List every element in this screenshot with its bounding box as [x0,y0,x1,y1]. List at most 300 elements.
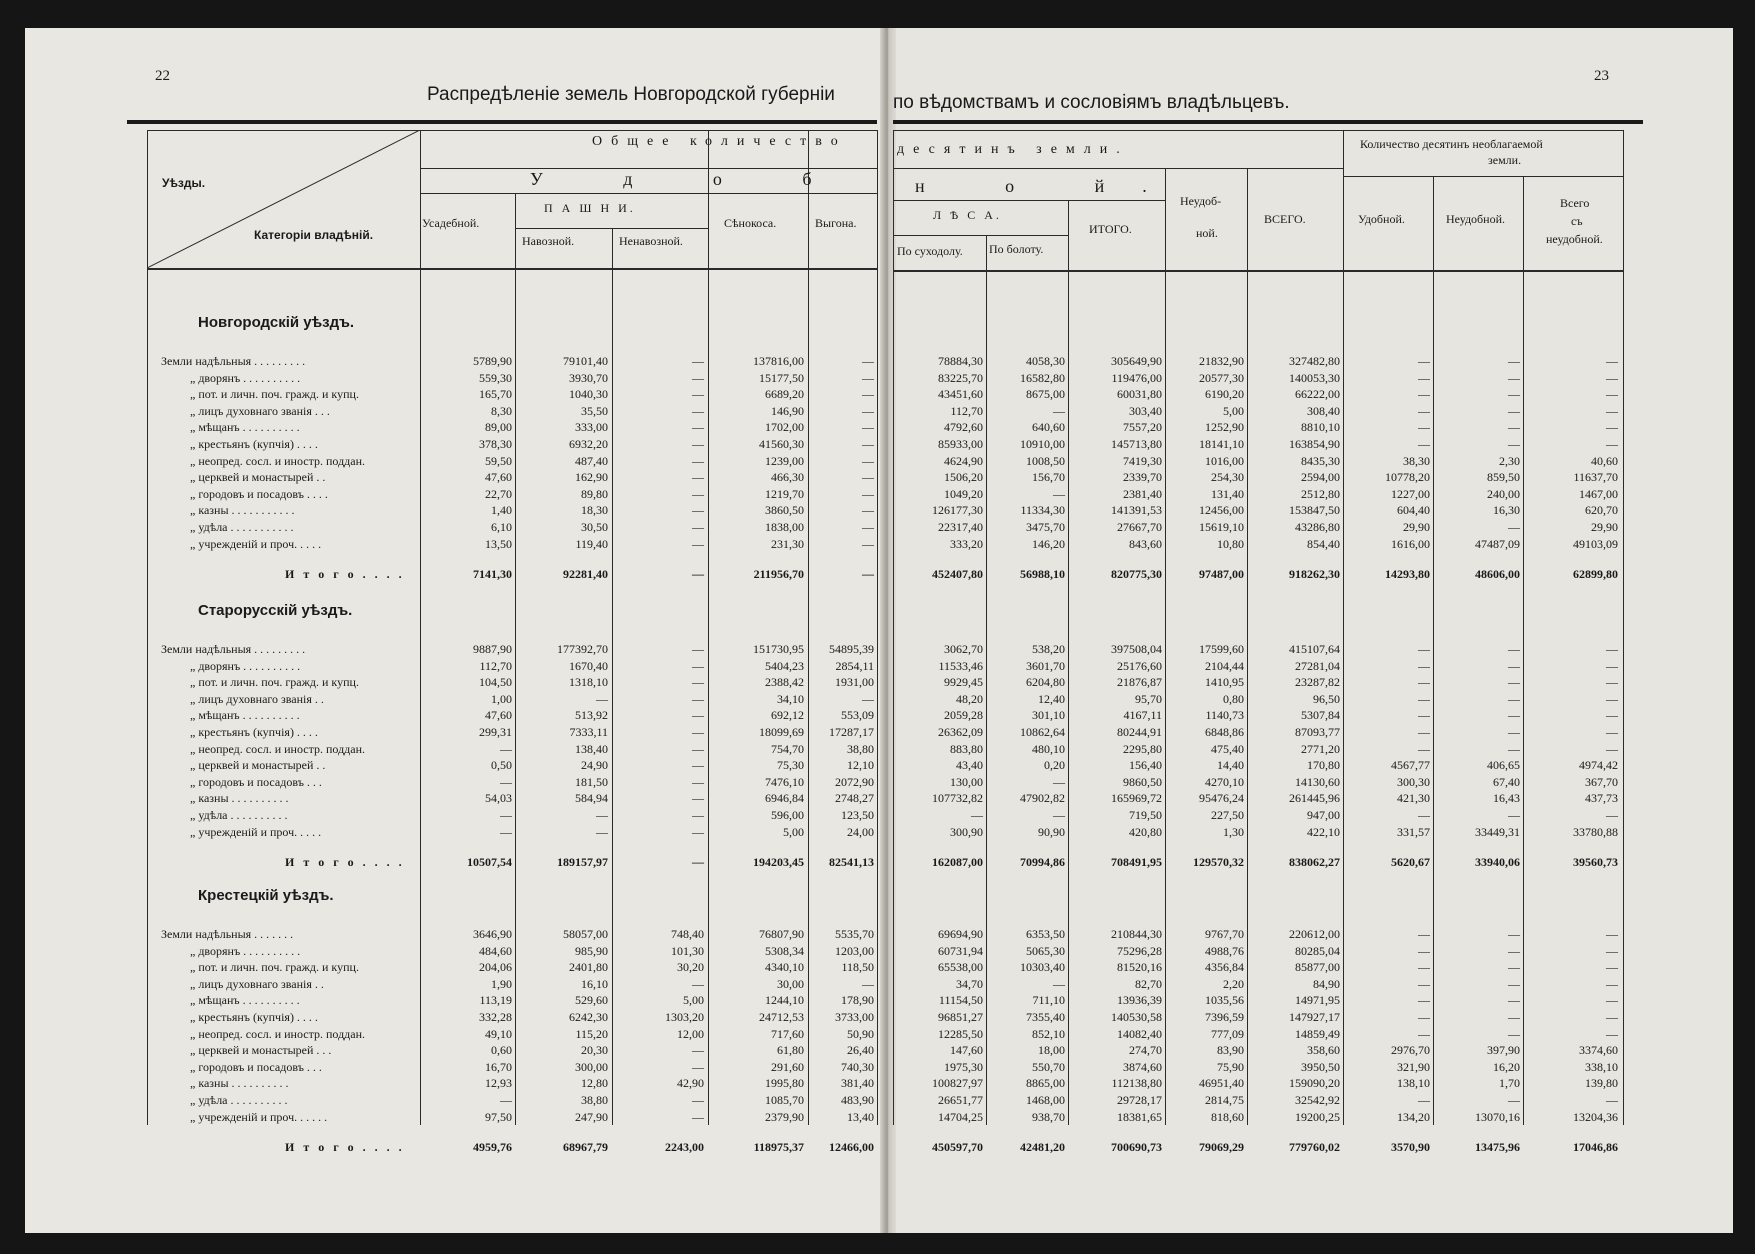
table-cell: 1,00 [491,691,512,706]
header-vsego-s-1: Всего [1560,196,1590,210]
row-label: „ лицъ духовнаго званія . . . [190,403,330,418]
header-neudobnoy-1: Неудоб- [1180,194,1222,208]
table-cell: 33449,31 [1475,824,1520,839]
table-cell: — [1418,370,1430,385]
table-cell: 397508,04 [1111,642,1162,656]
table-cell: 130,00 [950,774,983,789]
table-cell: — [692,354,704,368]
table-cell: — [1606,976,1618,991]
table-cell: 1410,95 [1205,675,1244,690]
column-line-left-2 [515,193,516,1125]
total-cell: — [862,567,874,582]
table-cell: — [862,976,874,991]
table-top-line-right [893,130,1623,131]
table-cell: 80244,91 [1117,725,1162,739]
table-cell: 83225,70 [938,370,983,385]
table-cell: 947,00 [1307,808,1340,822]
table-cell: 5404,23 [765,658,804,673]
table-cell: 38,80 [581,1093,608,1107]
table-cell: 843,60 [1129,536,1162,551]
column-line-left-6 [877,130,878,1125]
table-cell: 12,93 [485,1076,512,1091]
table-cell: 2,30 [1499,453,1520,468]
table-cell: 69694,90 [938,927,983,941]
table-cell: — [1418,708,1430,723]
header-udob-right: н о й. [915,176,1185,196]
table-cell: 156,70 [1032,470,1065,485]
table-cell: — [692,420,704,435]
table-cell: 17287,17 [829,725,874,739]
table-cell: — [1508,808,1520,822]
table-cell: 13936,39 [1117,993,1162,1008]
table-cell: 538,20 [1032,642,1065,656]
table-cell: 43451,60 [938,387,983,402]
total-cell: 2243,00 [665,1140,704,1155]
row-label: „ дворянъ . . . . . . . . . . [190,370,301,385]
table-cell: 9767,70 [1205,927,1244,941]
table-cell: 1616,00 [1391,536,1430,551]
table-cell: 137816,00 [753,354,804,368]
table-cell: — [1606,1026,1618,1041]
table-cell: — [692,503,704,518]
table-cell: — [1606,437,1618,451]
table-cell: 54,03 [485,791,512,806]
table-cell: 165969,72 [1111,791,1162,806]
table-cell: 4270,10 [1205,774,1244,789]
table-cell: — [1508,927,1520,941]
table-cell: 2295,80 [1123,741,1162,756]
table-cell: — [862,387,874,402]
table-cell: 170,80 [1307,758,1340,773]
table-cell: 303,40 [1129,403,1162,418]
row-label: Земли надѣльныя . . . . . . . . . [161,354,306,368]
table-cell: 60031,80 [1117,387,1162,402]
table-cell: 381,40 [841,1076,874,1091]
table-cell: 8675,00 [1026,387,1065,402]
table-cell: 83,90 [1217,1043,1244,1058]
row-label: „ мѣщанъ . . . . . . . . . . [190,993,300,1008]
total-cell: 189157,97 [557,855,608,870]
table-cell: 406,65 [1487,758,1520,773]
row-label: „ неопред. сосл. и иностр. поддан. [190,741,366,756]
table-cell: 146,90 [771,403,804,418]
table-cell: — [1508,420,1520,435]
header-vsego-s-3: неудобной. [1546,232,1603,246]
table-cell: 113,19 [479,993,512,1008]
column-line-right-0 [893,130,894,1125]
table-cell: 331,57 [1397,824,1430,839]
table-cell: — [862,354,874,368]
column-line-left-0 [147,130,148,1125]
table-cell: 13,50 [485,536,512,551]
table-cell: — [1053,774,1065,789]
table-cell: 274,70 [1129,1043,1162,1058]
table-cell: — [1508,642,1520,656]
table-cell: — [1508,960,1520,975]
table-cell: 87093,77 [1295,725,1340,739]
table-cell: 26651,77 [938,1093,983,1107]
table-cell: 1467,00 [1579,486,1618,501]
table-cell: — [1606,1093,1618,1107]
table-cell: 1670,40 [569,658,608,673]
table-cell: 47902,82 [1020,791,1065,806]
table-cell: 123,50 [841,808,874,822]
table-cell: — [1508,370,1520,385]
section-title: Крестецкій уѣздъ. [198,887,334,904]
table-cell: — [1606,675,1618,690]
table-cell: 7396,59 [1205,1010,1244,1024]
table-cell: 54895,39 [829,642,874,656]
table-cell: — [1418,1010,1430,1024]
table-cell: 5,00 [1223,403,1244,418]
table-cell: 6,10 [491,520,512,534]
row-label: „ пот. и личн. поч. гражд. и купц. [190,675,359,690]
table-cell: 640,60 [1032,420,1065,435]
table-cell: 89,00 [485,420,512,435]
table-cell: — [1418,943,1430,958]
table-cell: — [862,503,874,518]
total-cell: — [692,567,704,582]
table-cell: 754,70 [771,741,804,756]
table-cell: 97,50 [485,1109,512,1124]
table-cell: — [1508,976,1520,991]
table-cell: 21876,87 [1117,675,1162,690]
table-cell: 60731,94 [938,943,983,958]
table-cell: — [692,1093,704,1107]
table-cell: 7557,20 [1123,420,1162,435]
table-cell: 11154,50 [938,993,983,1008]
table-cell: 332,28 [479,1010,512,1024]
table-cell: — [692,370,704,385]
table-cell: 985,90 [575,943,608,958]
table-cell: — [1418,675,1430,690]
table-cell: 134,20 [1397,1109,1430,1124]
table-cell: 748,40 [671,927,704,941]
row-label: „ церквей и монастырей . . [190,758,326,773]
page-number-left: 22 [155,68,170,84]
table-cell: 96,50 [1313,691,1340,706]
table-cell: 12285,50 [938,1026,983,1041]
total-cell: 68967,79 [563,1140,608,1155]
table-cell: 20,30 [581,1043,608,1058]
table-cell: 378,30 [479,437,512,451]
row-label: „ городовъ и посадовъ . . . . [190,486,328,501]
total-cell: 14293,80 [1385,567,1430,582]
table-cell: — [1053,976,1065,991]
table-cell: 2379,90 [765,1109,804,1124]
table-cell: 27667,70 [1117,520,1162,534]
table-cell: — [1508,354,1520,368]
table-cell: 145713,80 [1111,437,1162,451]
table-cell: 308,40 [1307,403,1340,418]
table-cell: 14704,25 [938,1109,983,1124]
total-cell: 3570,90 [1391,1140,1430,1155]
header-vsego-s-2: съ [1571,214,1583,228]
total-cell: 97487,00 [1199,567,1244,582]
column-line-right-7 [1523,176,1524,1125]
table-cell: — [1508,437,1520,451]
table-cell: — [692,403,704,418]
table-cell: 78884,30 [938,354,983,368]
table-cell: 10303,40 [1020,960,1065,975]
table-cell: — [971,808,983,822]
table-cell: 41560,30 [759,437,804,451]
table-cell: — [1418,993,1430,1008]
table-cell: 2,20 [1223,976,1244,991]
total-cell: 56988,10 [1020,567,1065,582]
table-cell: 49,10 [485,1026,512,1041]
table-cell: 3950,50 [1301,1059,1340,1074]
row-label: Земли надѣльныя . . . . . . . [161,927,294,941]
table-cell: 604,40 [1397,503,1430,518]
table-cell: — [1508,403,1520,418]
table-cell: — [692,1043,704,1058]
table-cell: 7476,10 [765,774,804,789]
table-cell: — [692,1109,704,1124]
table-cell: 2104,44 [1205,658,1244,673]
table-cell: — [1418,642,1430,656]
row-label: Земли надѣльныя . . . . . . . . . [161,642,306,656]
table-cell: 10778,20 [1385,470,1430,485]
table-cell: — [1508,993,1520,1008]
table-cell: — [1508,708,1520,723]
table-cell: 2594,00 [1301,470,1340,485]
table-cell: — [692,470,704,485]
table-cell: 24,00 [847,824,874,839]
table-cell: 3860,50 [765,503,804,518]
row-label: „ удѣла . . . . . . . . . . [190,1093,288,1107]
table-cell: 24712,53 [759,1010,804,1024]
table-cell: — [692,791,704,806]
column-line-left-1 [420,130,421,1125]
table-cell: 58057,00 [563,927,608,941]
table-cell: 1244,10 [765,993,804,1008]
table-cell: — [1508,1026,1520,1041]
total-cell: 13475,96 [1475,1140,1520,1155]
table-cell: 299,31 [479,725,512,739]
table-cell: 14082,40 [1117,1026,1162,1041]
table-cell: — [1606,658,1618,673]
table-cell: 140053,30 [1289,370,1340,385]
row-label: „ крестьянъ (купчія) . . . . [190,1010,318,1024]
table-cell: 220612,00 [1289,927,1340,941]
table-cell: 421,30 [1397,791,1430,806]
header-bottom-line-right [893,270,1623,272]
table-cell: 3646,90 [473,927,512,941]
table-cell: 32542,92 [1295,1093,1340,1107]
table-cell: 43,40 [956,758,983,773]
table-cell: 15619,10 [1199,520,1244,534]
column-line-left-5 [808,130,809,1125]
table-cell: 8865,00 [1026,1076,1065,1091]
table-cell: 11334,30 [1020,503,1065,518]
table-cell: 4567,77 [1391,758,1430,773]
table-cell: 9929,45 [944,675,983,690]
table-cell: 75296,28 [1117,943,1162,958]
table-cell: — [1418,960,1430,975]
table-cell: 34,10 [777,691,804,706]
table-cell: 1931,00 [835,675,874,690]
table-cell: — [692,387,704,402]
page-title-right: по вѣдомствамъ и сословіямъ владѣльцевъ. [893,92,1290,113]
table-cell: 181,50 [575,774,608,789]
table-cell: 1085,70 [765,1093,804,1107]
table-cell: 16,20 [1493,1059,1520,1074]
table-cell: — [862,437,874,451]
row-label: „ пот. и личн. поч. гражд. и купц. [190,387,359,402]
table-cell: 17599,60 [1199,642,1244,656]
table-cell: 553,09 [841,708,874,723]
table-cell: 254,30 [1211,470,1244,485]
table-cell: 112,70 [479,658,512,673]
table-cell: — [1418,387,1430,402]
total-cell: 194203,45 [753,855,804,870]
table-cell: 740,30 [841,1059,874,1074]
total-cell: 48606,00 [1475,567,1520,582]
total-row-label: И т о г о . . . . [285,855,405,870]
table-cell: 1049,20 [944,486,983,501]
header-kategorii: Категоріи владѣній. [254,228,374,242]
table-cell: 0,20 [1044,758,1065,773]
table-cell: 4356,84 [1205,960,1244,975]
table-cell: 11637,70 [1573,470,1618,485]
row-label: „ учрежденій и проч. . . . . [190,536,322,551]
table-cell: 146,20 [1032,536,1065,551]
table-cell: 415107,64 [1289,642,1340,656]
table-cell: 50,90 [847,1026,874,1041]
table-cell: — [1418,658,1430,673]
table-cell: 16,10 [581,976,608,991]
total-cell: 4959,76 [473,1140,512,1155]
table-cell: 33780,88 [1573,824,1618,839]
section-title: Новгородскій уѣздъ. [198,314,355,331]
table-cell: 3062,70 [944,642,983,656]
total-cell: 779760,02 [1289,1140,1340,1155]
table-cell: 1008,50 [1026,453,1065,468]
row-label: „ учрежденій и проч. . . . . . [190,1109,328,1124]
table-cell: 16,43 [1493,791,1520,806]
total-cell: 33940,06 [1475,855,1520,870]
row-label: „ учрежденій и проч. . . . . [190,824,322,839]
total-cell: 42481,20 [1020,1140,1065,1155]
table-cell: 95,70 [1135,691,1162,706]
table-cell: 2059,28 [944,708,983,723]
row-label: „ лицъ духовнаго званія . . [190,691,324,706]
table-cell: 119,40 [575,536,608,551]
header-navoznoy: Навозной. [522,234,575,248]
row-label: „ лицъ духовнаго званія . . [190,976,324,991]
total-cell: 10507,54 [467,855,512,870]
column-line-left-4 [708,130,709,1125]
table-cell: 18,00 [1038,1043,1065,1058]
total-row-label: И т о г о . . . . [285,1140,405,1155]
header-vsego: ВСЕГО. [1264,212,1306,226]
table-cell: 40,60 [1591,453,1618,468]
table-cell: 818,60 [1211,1109,1244,1124]
table-cell: 420,80 [1129,824,1162,839]
table-cell: 14,40 [1217,758,1244,773]
table-cell: 3475,70 [1026,520,1065,534]
table-cell: 9887,90 [473,642,512,656]
table-cell: 852,10 [1032,1026,1065,1041]
table-cell: — [692,658,704,673]
table-cell: 10862,64 [1020,725,1065,739]
table-cell: — [500,741,512,756]
header-uezdy: Уѣзды. [162,176,206,190]
table-cell: 4624,90 [944,453,983,468]
header-nenavoznoy: Ненавозной. [619,234,683,248]
table-cell: 141391,53 [1111,503,1162,518]
table-cell: — [500,774,512,789]
table-cell: 82,70 [1135,976,1162,991]
header-neoblag-2: земли. [1488,153,1522,167]
page-title-left: Распредѣленіе земель Новгородской губерніи [427,84,835,105]
table-cell: 66222,00 [1295,387,1340,402]
table-cell: 692,12 [771,708,804,723]
table-cell: 529,60 [575,993,608,1008]
row-label: „ крестьянъ (купчія) . . . . [190,437,318,451]
table-cell: 34,70 [956,976,983,991]
table-cell: 151730,95 [753,642,804,656]
header-pashni: П А Ш Н И. [544,201,636,215]
section-title: Старорусскій уѣздъ. [198,602,353,619]
table-cell: 118,50 [841,960,874,975]
table-cell: 156,40 [1129,758,1162,773]
table-cell: 3374,60 [1579,1043,1618,1058]
table-cell: 1040,30 [569,387,608,402]
table-cell: 301,10 [1032,708,1065,723]
header-udob-left: У д о б [530,169,850,189]
table-cell: 4988,76 [1205,943,1244,958]
table-cell: 5065,30 [1026,943,1065,958]
table-cell: 0,80 [1223,691,1244,706]
table-cell: 3930,70 [569,370,608,385]
header-itogo: ИТОГО. [1089,222,1132,236]
table-cell: — [596,691,608,706]
table-cell: 5307,84 [1301,708,1340,723]
table-cell: 300,90 [950,824,983,839]
table-cell: — [862,536,874,551]
table-cell: 7419,30 [1123,453,1162,468]
table-cell: — [692,758,704,773]
column-line-right-2 [1068,200,1069,1125]
table-cell: 30,20 [677,960,704,975]
table-cell: — [692,976,704,991]
header-lesa: Л Ѣ С А. [933,208,1002,222]
row-label: „ городовъ и посадовъ . . . [190,774,322,789]
header-rule-left [127,120,877,124]
table-cell: 1975,30 [944,1059,983,1074]
table-cell: 2854,11 [835,658,874,673]
table-cell: 85877,00 [1295,960,1340,975]
table-cell: 15177,50 [759,370,804,385]
table-cell: — [1508,741,1520,756]
table-cell: 8435,30 [1301,453,1340,468]
table-cell: 484,60 [479,943,512,958]
table-cell: 480,10 [1032,741,1065,756]
table-cell: — [1606,741,1618,756]
table-cell: 6190,20 [1205,387,1244,402]
table-cell: — [692,741,704,756]
row-label: „ городовъ и посадовъ . . . [190,1059,322,1074]
table-cell: 3733,00 [835,1010,874,1024]
table-cell: — [1606,642,1618,656]
table-cell: 59,50 [485,453,512,468]
table-cell: — [1606,403,1618,418]
table-cell: — [1508,691,1520,706]
table-cell: 131,40 [1211,486,1244,501]
table-cell: 90,90 [1038,824,1065,839]
